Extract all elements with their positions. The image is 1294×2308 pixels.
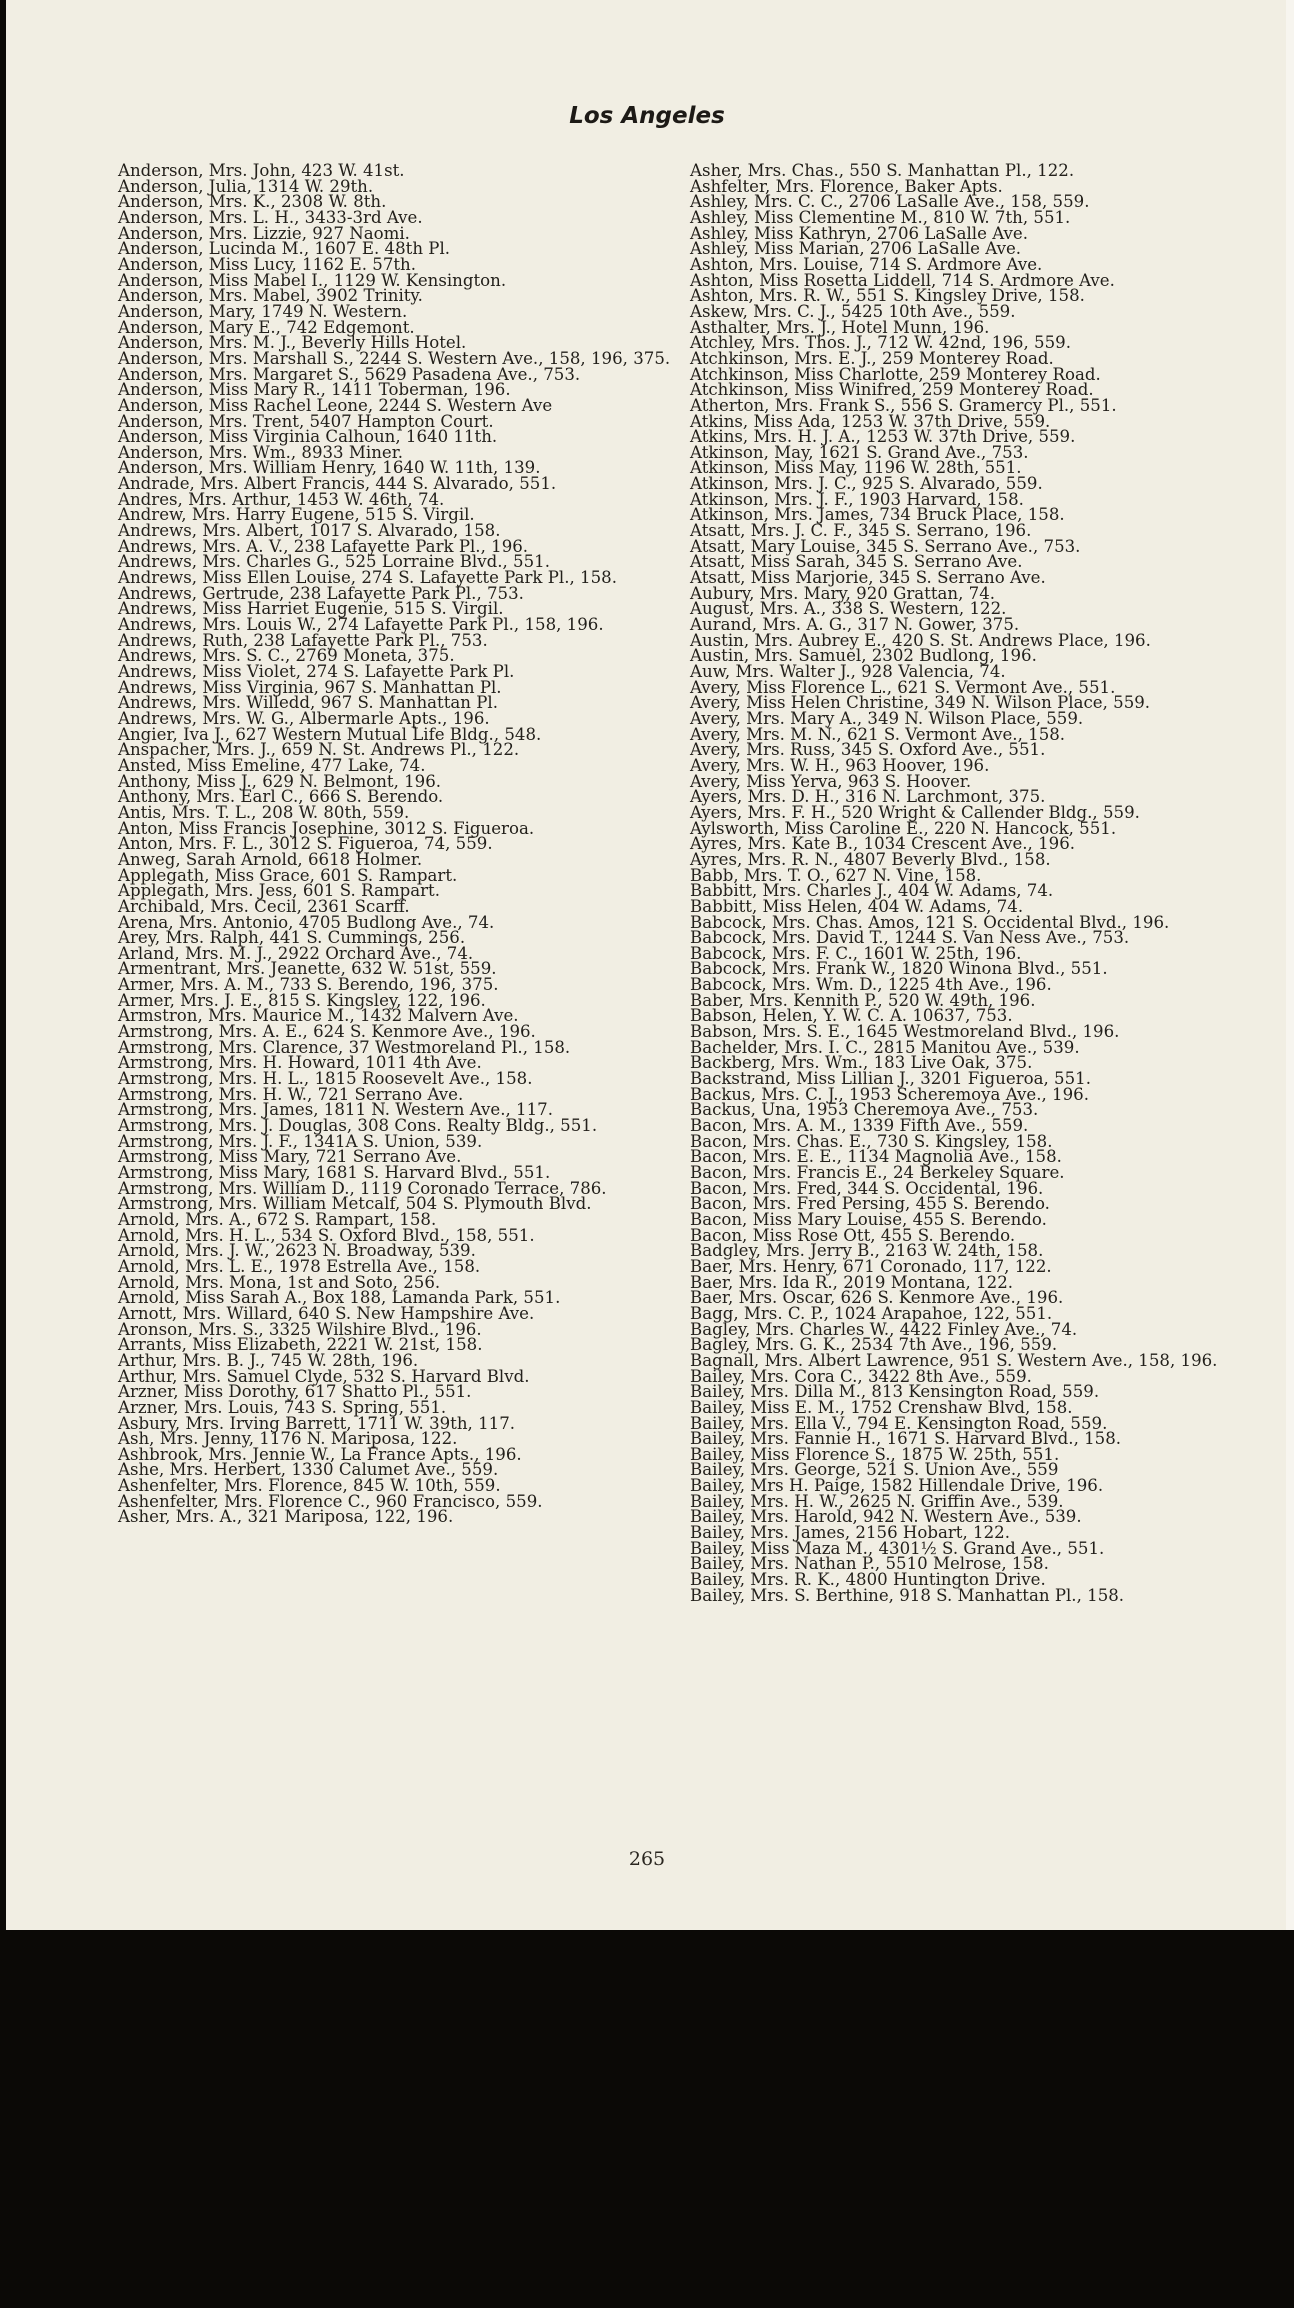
directory-entry: Ashley, Miss Kathryn, 2706 LaSalle Ave. [690, 223, 1028, 243]
directory-entry: Arnold, Mrs. J. W., 2623 N. Broadway, 539. [118, 1241, 476, 1261]
directory-entry: Arnold, Mrs. H. L., 534 S. Oxford Blvd., 158, 551. [118, 1225, 535, 1245]
directory-entry: Babcock, Mrs. David T., 1244 S. Van Ness Ave., 753. [690, 928, 1130, 948]
directory-entry: Aurand, Mrs. A. G., 317 N. Gower, 375. [690, 615, 1020, 635]
directory-entry: Aubury, Mrs. Mary, 920 Grattan, 74. [690, 583, 996, 603]
directory-entry: Babcock, Mrs. F. C., 1601 W. 25th, 196. [690, 943, 1022, 963]
directory-entry: Andrews, Mrs. Charles G., 525 Lorraine Blvd., 551. [118, 552, 550, 572]
directory-entry: Andrews, Mrs. W. G., Albermarle Apts., 196. [118, 708, 490, 728]
directory-entry: Anton, Mrs. F. L., 3012 S. Figueroa, 74, 559. [118, 834, 493, 854]
directory-entry: Applegath, Mrs. Jess, 601 S. Rampart. [118, 881, 440, 901]
directory-entry: Bailey, Mrs. Harold, 942 N. Western Ave., 539. [690, 1507, 1082, 1527]
directory-entry: Anderson, Julia, 1314 W. 29th. [118, 176, 374, 196]
directory-entry: Arnold, Mrs. Mona, 1st and Soto, 256. [118, 1272, 441, 1292]
directory-entry: Ashton, Mrs. Louise, 714 S. Ardmore Ave. [690, 254, 1043, 274]
directory-entry: Anton, Miss Francis Josephine, 3012 S. Figueroa. [118, 818, 535, 838]
directory-entry: Armstrong, Miss Mary, 721 Serrano Ave. [118, 1147, 462, 1167]
directory-entry: Babson, Helen, Y. W. C. A. 10637, 753. [690, 1006, 1013, 1026]
directory-entry: Atchkinson, Miss Charlotte, 259 Monterey Road. [690, 364, 1101, 384]
directory-entry: Badgley, Mrs. Jerry B., 2163 W. 24th, 158. [690, 1241, 1044, 1261]
directory-entry: Anderson, Miss Virginia Calhoun, 1640 11th. [118, 427, 498, 447]
directory-entry: Ashe, Mrs. Herbert, 1330 Calumet Ave., 559. [118, 1460, 499, 1480]
directory-entry: Bacon, Mrs. Fred, 344 S. Occidental, 196. [690, 1178, 1044, 1198]
directory-entry: Backus, Mrs. C. J., 1953 Scheremoya Ave., 196. [690, 1084, 1089, 1104]
directory-entry: Backstrand, Miss Lillian J., 3201 Figueroa, 551. [690, 1069, 1091, 1089]
directory-entry: Avery, Miss Florence L., 621 S. Vermont Ave., 551. [690, 677, 1116, 697]
directory-entry: Ayers, Mrs. D. H., 316 N. Larchmont, 375. [690, 787, 1046, 807]
directory-entry: Avery, Mrs. M. N., 621 S. Vermont Ave., 158. [690, 724, 1066, 744]
directory-entry: Armstrong, Mrs. H. Howard, 1011 4th Ave. [118, 1053, 482, 1073]
directory-entry: Bachelder, Mrs. I. C., 2815 Manitou Ave., 539. [690, 1037, 1080, 1057]
directory-entry: Bacon, Mrs. Fred Persing, 455 S. Berendo. [690, 1194, 1050, 1214]
directory-entry: Bailey, Mrs. Cora C., 3422 8th Ave., 559. [690, 1366, 1032, 1386]
directory-entry: Asthalter, Mrs. J., Hotel Munn, 196. [690, 317, 990, 337]
directory-entry: Anderson, Miss Lucy, 1162 E. 57th. [118, 254, 417, 274]
directory-entry: Bacon, Mrs. A. M., 1339 Fifth Ave., 559. [690, 1116, 1029, 1136]
directory-entry: Babson, Mrs. S. E., 1645 Westmoreland Blvd., 196. [690, 1022, 1120, 1042]
directory-entry: Anderson, Mrs. M. J., Beverly Hills Hotel. [118, 333, 467, 353]
page-number: 265 [628, 1848, 666, 1870]
directory-entry: Anderson, Lucinda M., 1607 E. 48th Pl. [118, 239, 451, 259]
directory-entry: Armstrong, Mrs. Clarence, 37 Westmoreland Pl., 158. [118, 1037, 571, 1057]
directory-entry: Ash, Mrs. Jenny, 1176 N. Mariposa, 122. [118, 1429, 458, 1449]
directory-entry: Babcock, Mrs. Frank W., 1820 Winona Blvd., 551. [690, 959, 1108, 979]
directory-entry: Ashley, Miss Marian, 2706 LaSalle Ave. [690, 239, 1022, 259]
directory-entry: Bailey, Mrs. James, 2156 Hobart, 122. [690, 1523, 1010, 1543]
directory-entry: Andrews, Miss Harriet Eugenie, 515 S. Virgil. [118, 599, 504, 619]
directory-entry: Atkinson, May, 1621 S. Grand Ave., 753. [690, 442, 1029, 462]
directory-entry: Andrews, Mrs. Willedd, 967 S. Manhattan Pl. [118, 693, 498, 713]
directory-entry: Bagley, Mrs. G. K., 2534 7th Ave., 196, 559. [690, 1335, 1058, 1355]
directory-entry: Anderson, Mrs. Lizzie, 927 Naomi. [118, 223, 410, 243]
directory-entry: Arthur, Mrs. Samuel Clyde, 532 S. Harvard Blvd. [118, 1366, 530, 1386]
directory-entry: Arnold, Mrs. L. E., 1978 Estrella Ave., 158. [118, 1256, 481, 1276]
directory-entry: Asher, Mrs. A., 321 Mariposa, 122, 196. [118, 1507, 454, 1527]
directory-entry: Anderson, Mrs. Mabel, 3902 Trinity. [118, 286, 423, 306]
directory-entry: Bailey, Miss Florence S., 1875 W. 25th, 551. [690, 1444, 1060, 1464]
directory-entry: Babcock, Mrs. Chas. Amos, 121 S. Occidental Blvd., 196. [690, 912, 1170, 932]
directory-entry: Babbitt, Miss Helen, 404 W. Adams, 74. [690, 896, 1024, 916]
directory-entry: Anspacher, Mrs. J., 659 N. St. Andrews Pl., 122. [118, 740, 520, 760]
directory-entry: Atsatt, Mary Louise, 345 S. Serrano Ave., 753. [690, 536, 1081, 556]
directory-entry: Babbitt, Mrs. Charles J., 404 W. Adams, 74. [690, 881, 1054, 901]
directory-entry: Arthur, Mrs. B. J., 745 W. 28th, 196. [118, 1350, 419, 1370]
directory-entry: Arey, Mrs. Ralph, 441 S. Cummings, 256. [118, 928, 466, 948]
directory-entry: Askew, Mrs. C. J., 5425 10th Ave., 559. [690, 301, 1016, 321]
page-edge [1286, 0, 1294, 1930]
directory-entry: Andrews, Miss Violet, 274 S. Lafayette Park Pl. [118, 662, 515, 681]
directory-entry: Aylsworth, Miss Caroline E., 220 N. Hancock, 551. [690, 818, 1117, 838]
directory-entry: Ashton, Miss Rosetta Liddell, 714 S. Ardmore Ave. [690, 270, 1115, 290]
directory-entry: Atchley, Mrs. Thos. J., 712 W. 42nd, 196, 559. [690, 333, 1071, 353]
directory-entry: Atkinson, Mrs. James, 734 Bruck Place, 158. [690, 505, 1065, 525]
directory-entry: Ayres, Mrs. Kate B., 1034 Crescent Ave., 196. [690, 834, 1076, 854]
directory-entry: Armstrong, Mrs. H. L., 1815 Roosevelt Ave., 158. [118, 1069, 533, 1089]
directory-entry: Andrews, Gertrude, 238 Lafayette Park Pl., 753. [118, 583, 524, 603]
directory-entry: Andrade, Mrs. Albert Francis, 444 S. Alvarado, 551. [118, 474, 557, 494]
directory-entry: Andrews, Mrs. Louis W., 274 Lafayette Park Pl., 158, 196. [118, 615, 604, 635]
directory-entry: Anthony, Miss J., 629 N. Belmont, 196. [118, 771, 442, 791]
directory-entry: Atsatt, Miss Sarah, 345 S. Serrano Ave. [690, 552, 1023, 572]
directory-entry: Anderson, Mrs. Trent, 5407 Hampton Court. [118, 411, 494, 431]
directory-entry: Auw, Mrs. Walter J., 928 Valencia, 74. [690, 662, 1006, 681]
directory-entry: Atkinson, Mrs. J. C., 925 S. Alvarado, 559. [690, 474, 1043, 494]
directory-entry: Atkins, Mrs. H. J. A., 1253 W. 37th Drive, 559. [690, 427, 1076, 447]
directory-entry: Avery, Miss Yerva, 963 S. Hoover. [690, 771, 972, 791]
directory-entry: Asher, Mrs. Chas., 550 S. Manhattan Pl., 122. [690, 161, 1075, 180]
directory-entry: Ashbrook, Mrs. Jennie W., La France Apts., 196. [118, 1444, 522, 1464]
directory-entry: Anderson, Miss Mary R., 1411 Toberman, 196. [118, 380, 511, 400]
directory-entry: Armstrong, Miss Mary, 1681 S. Harvard Blvd., 551. [118, 1163, 551, 1182]
directory-entry: Ashley, Miss Clementine M., 810 W. 7th, 551. [690, 207, 1071, 227]
directory-entry: Baer, Mrs. Oscar, 626 S. Kenmore Ave., 196. [690, 1288, 1064, 1308]
directory-entry: Armer, Mrs. J. E., 815 S. Kingsley, 122, 196. [118, 990, 486, 1010]
directory-entry: Bailey, Mrs. Nathan P., 5510 Melrose, 158. [690, 1554, 1049, 1574]
directory-entry: Ayres, Mrs. R. N., 4807 Beverly Blvd., 158. [690, 849, 1051, 869]
directory-entry: Armstron, Mrs. Maurice M., 1432 Malvern Ave. [118, 1006, 519, 1026]
directory-entry: Backberg, Mrs. Wm., 183 Live Oak, 375. [690, 1053, 1033, 1073]
directory-entry: Applegath, Miss Grace, 601 S. Rampart. [118, 865, 458, 885]
directory-entry: Babb, Mrs. T. O., 627 N. Vine, 158. [690, 865, 982, 885]
directory-entry: Bailey, Mrs. S. Berthine, 918 S. Manhattan Pl., 158. [690, 1585, 1125, 1605]
page-title: Los Angeles [569, 103, 725, 129]
directory-entry: Baer, Mrs. Ida R., 2019 Montana, 122. [690, 1272, 1014, 1292]
directory-entry: Armstrong, Mrs. A. E., 624 S. Kenmore Ave., 196. [118, 1022, 536, 1042]
directory-entry: Anderson, Mrs. John, 423 W. 41st. [118, 161, 405, 180]
directory-entry: Avery, Mrs. W. H., 963 Hoover, 196. [690, 755, 990, 775]
directory-entry: Anthony, Mrs. Earl C., 666 S. Berendo. [118, 787, 444, 807]
directory-entry: Andrews, Mrs. A. V., 238 Lafayette Park Pl., 196. [118, 536, 529, 556]
directory-entry: Bailey, Mrs. Dilla M., 813 Kensington Road, 559. [690, 1382, 1100, 1402]
left-column [118, 163, 688, 1525]
directory-entry: Andrews, Ruth, 238 Lafayette Park Pl., 753. [118, 630, 488, 650]
directory-entry: Bailey, Mrs. H. W., 2625 N. Griffin Ave., 539. [690, 1491, 1064, 1511]
directory-entry: Bacon, Miss Rose Ott, 455 S. Berendo. [690, 1225, 1016, 1245]
directory-entry: Armstrong, Mrs. William D., 1119 Coronado Terrace, 786. [118, 1178, 607, 1198]
directory-entry: Babcock, Mrs. Wm. D., 1225 4th Ave., 196. [690, 975, 1052, 995]
directory-entry: Bailey, Mrs. R. K., 4800 Huntington Drive. [690, 1570, 1046, 1590]
directory-entry: Atkinson, Miss May, 1196 W. 28th, 551. [690, 458, 1022, 478]
directory-entry: Ashley, Mrs. C. C., 2706 LaSalle Ave., 158, 559. [690, 192, 1090, 212]
directory-entry: Andrews, Mrs. Albert, 1017 S. Alvarado, 158. [118, 521, 501, 541]
directory-entry: Antis, Mrs. T. L., 208 W. 80th, 559. [118, 802, 410, 822]
directory-entry: Arnott, Mrs. Willard, 640 S. New Hampshire Ave. [118, 1303, 535, 1323]
directory-entry: Anderson, Miss Mabel I., 1129 W. Kensington. [118, 270, 507, 290]
directory-entry: Bailey, Mrs. Fannie H., 1671 S. Harvard Blvd., 158. [690, 1429, 1122, 1449]
directory-entry: Anderson, Mrs. Marshall S., 2244 S. Western Ave., 158, 196, 375. [118, 348, 671, 368]
directory-entry: Anweg, Sarah Arnold, 6618 Holmer. [118, 849, 423, 869]
directory-entry: Andrews, Miss Ellen Louise, 274 S. Lafayette Park Pl., 158. [118, 568, 617, 588]
directory-entry: Atchkinson, Mrs. E. J., 259 Monterey Road. [690, 348, 1054, 368]
directory-entry: Arzner, Mrs. Louis, 743 S. Spring, 551. [118, 1397, 447, 1417]
directory-entry: Anderson, Mrs. L. H., 3433-3rd Ave. [118, 207, 423, 227]
directory-entry: Ansted, Miss Emeline, 477 Lake, 74. [118, 755, 426, 775]
directory-entry: Bagg, Mrs. C. P., 1024 Arapahoe, 122, 551. [690, 1303, 1053, 1323]
directory-entry: Anderson, Mrs. William Henry, 1640 W. 11th, 139. [118, 458, 541, 478]
directory-entry: Andrews, Miss Virginia, 967 S. Manhattan Pl. [118, 677, 502, 697]
directory-entry: Arena, Mrs. Antonio, 4705 Budlong Ave., 74. [118, 912, 495, 932]
directory-entry: Atsatt, Mrs. J. C. F., 345 S. Serrano, 196. [690, 521, 1032, 541]
directory-entry: Andrews, Mrs. S. C., 2769 Moneta, 375. [118, 646, 455, 666]
directory-entry: Ashfelter, Mrs. Florence, Baker Apts. [690, 176, 1003, 196]
directory-entry: Bailey, Miss E. M., 1752 Crenshaw Blvd, 158. [690, 1397, 1073, 1417]
directory-entry: Armstrong, Mrs. J. Douglas, 308 Cons. Realty Bldg., 551. [118, 1116, 598, 1136]
directory-entry: Aronson, Mrs. S., 3325 Wilshire Blvd., 196. [118, 1319, 482, 1339]
directory-entry: Arrants, Miss Elizabeth, 2221 W. 21st, 158. [118, 1335, 483, 1355]
directory-entry: Angier, Iva J., 627 Western Mutual Life Bldg., 548. [118, 724, 542, 744]
directory-entry: Armer, Mrs. A. M., 733 S. Berendo, 196, 375. [118, 975, 499, 995]
directory-entry: Archibald, Mrs. Cecil, 2361 Scarff. [118, 896, 410, 916]
directory-entry: Anderson, Mary, 1749 N. Western. [118, 301, 408, 321]
directory-entry: Andres, Mrs. Arthur, 1453 W. 46th, 74. [118, 489, 445, 509]
directory-entry: Arzner, Miss Dorothy, 617 Shatto Pl., 551. [118, 1382, 472, 1402]
directory-entry: Asbury, Mrs. Irving Barrett, 1711 W. 39th, 117. [118, 1413, 516, 1433]
directory-entry: Austin, Mrs. Samuel, 2302 Budlong, 196. [690, 646, 1037, 666]
directory-entry: Anderson, Mary E., 742 Edgemont. [118, 317, 415, 337]
directory-entry: Ashenfelter, Mrs. Florence, 845 W. 10th, 559. [118, 1476, 501, 1496]
directory-entry: Armstrong, Mrs. J. F., 1341A S. Union, 539. [118, 1131, 483, 1151]
directory-entry: Backus, Una, 1953 Cheremoya Ave., 753. [690, 1100, 1039, 1120]
directory-entry: Bailey, Mrs. Ella V., 794 E. Kensington Road, 559. [690, 1413, 1108, 1433]
directory-entry: Bacon, Mrs. Francis E., 24 Berkeley Square. [690, 1163, 1065, 1182]
directory-entry: Baer, Mrs. Henry, 671 Coronado, 117, 122. [690, 1256, 1052, 1276]
directory-entry: Anderson, Mrs. Margaret S., 5629 Pasadena Ave., 753. [118, 364, 581, 384]
directory-entry: Anderson, Mrs. K., 2308 W. 8th. [118, 192, 387, 212]
directory-entry: Bacon, Mrs. Chas. E., 730 S. Kingsley, 158. [690, 1131, 1053, 1151]
directory-entry: Avery, Miss Helen Christine, 349 N. Wilson Place, 559. [690, 693, 1151, 713]
directory-entry: Anderson, Miss Rachel Leone, 2244 S. Western Ave [118, 395, 553, 415]
right-column [690, 163, 1260, 1603]
directory-entry: Armstrong, Mrs. James, 1811 N. Western Ave., 117. [118, 1100, 553, 1120]
directory-entry: Atkinson, Mrs. J. F., 1903 Harvard, 158. [690, 489, 1024, 509]
directory-entry: Arland, Mrs. M. J., 2922 Orchard Ave., 74. [118, 943, 474, 963]
directory-entry: Ayers, Mrs. F. H., 520 Wright & Callender Bldg., 559. [690, 802, 1140, 822]
directory-entry: Atchkinson, Miss Winifred, 259 Monterey Road. [690, 380, 1094, 400]
directory-entry: Bailey, Miss Maza M., 4301½ S. Grand Ave., 551. [690, 1538, 1105, 1558]
directory-entry: August, Mrs. A., 338 S. Western, 122. [690, 599, 1007, 619]
directory-entry: Ashenfelter, Mrs. Florence C., 960 Francisco, 559. [118, 1491, 543, 1511]
directory-entry: Bagnall, Mrs. Albert Lawrence, 951 S. Western Ave., 158, 196. [690, 1350, 1218, 1370]
directory-entry: Arnold, Mrs. A., 672 S. Rampart, 158. [118, 1209, 437, 1229]
directory-entry: Arnold, Miss Sarah A., Box 188, Lamanda Park, 551. [118, 1288, 561, 1308]
directory-entry: Bailey, Mrs H. Paige, 1582 Hillendale Drive, 196. [690, 1476, 1104, 1496]
directory-entry: Armstrong, Mrs. H. W., 721 Serrano Ave. [118, 1084, 464, 1104]
directory-entry: Armstrong, Mrs. William Metcalf, 504 S. Plymouth Blvd. [118, 1194, 592, 1214]
directory-entry: Atkins, Miss Ada, 1253 W. 37th Drive, 559. [690, 411, 1051, 431]
directory-entry: Avery, Mrs. Russ, 345 S. Oxford Ave., 551. [690, 740, 1046, 760]
directory-entry: Atsatt, Miss Marjorie, 345 S. Serrano Ave. [690, 568, 1046, 588]
directory-entry: Avery, Mrs. Mary A., 349 N. Wilson Place, 559. [690, 708, 1084, 728]
directory-entry: Bagley, Mrs. Charles W., 4422 Finley Ave., 74. [690, 1319, 1078, 1339]
directory-entry: Anderson, Mrs. Wm., 8933 Miner. [118, 442, 404, 462]
directory-entry: Armentrant, Mrs. Jeanette, 632 W. 51st, 559. [118, 959, 497, 979]
directory-entry: Bacon, Mrs. E. E., 1134 Magnolia Ave., 158. [690, 1147, 1062, 1167]
directory-entry: Baber, Mrs. Kennith P., 520 W. 49th, 196. [690, 990, 1036, 1010]
directory-entry: Atherton, Mrs. Frank S., 556 S. Gramercy Pl., 551. [690, 395, 1117, 415]
directory-entry: Ashton, Mrs. R. W., 551 S. Kingsley Drive, 158. [690, 286, 1085, 306]
directory-entry: Andrew, Mrs. Harry Eugene, 515 S. Virgil. [118, 505, 475, 525]
directory-entry: Bacon, Miss Mary Louise, 455 S. Berendo. [690, 1209, 1047, 1229]
directory-entry: Bailey, Mrs. George, 521 S. Union Ave., 559 [690, 1460, 1059, 1480]
directory-entry: Austin, Mrs. Aubrey E., 420 S. St. Andrews Place, 196. [690, 630, 1151, 650]
